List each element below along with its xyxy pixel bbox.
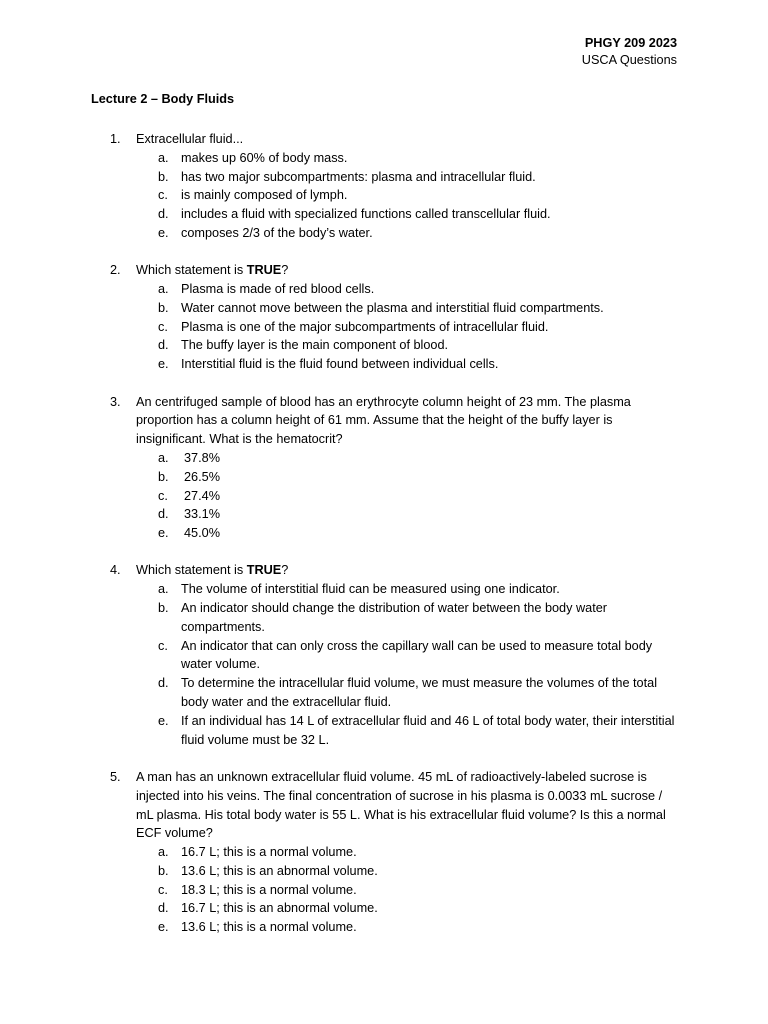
option-letter: a. bbox=[158, 150, 169, 165]
option-letter: a. bbox=[158, 845, 169, 860]
question-number: 3. bbox=[110, 394, 121, 409]
answer-option bbox=[110, 280, 680, 299]
option-text: If an individual has 14 L of extracellular fluid and 46 L of total body water, their interstitial fluid volume must be 32 L. bbox=[181, 713, 675, 747]
answer-option bbox=[110, 487, 680, 506]
answer-option bbox=[110, 899, 680, 918]
option-letter: d. bbox=[158, 338, 169, 353]
option-letter: e. bbox=[158, 920, 169, 935]
option-letter: c. bbox=[158, 188, 168, 203]
answer-option bbox=[110, 186, 680, 205]
option-letter: e. bbox=[158, 225, 169, 240]
answer-option bbox=[110, 149, 680, 168]
question-stem: Which statement is TRUE? bbox=[136, 563, 289, 578]
question-5 bbox=[110, 768, 680, 937]
question-number: 1. bbox=[110, 132, 121, 146]
option-letter: a. bbox=[158, 282, 169, 297]
option-text: composes 2/3 of the body’s water. bbox=[181, 225, 373, 240]
option-letter: e. bbox=[158, 713, 169, 728]
answer-option bbox=[110, 336, 680, 355]
answer-options bbox=[110, 843, 680, 937]
option-text: is mainly composed of lymph. bbox=[181, 188, 348, 203]
header-subtitle: USCA Questions bbox=[581, 53, 677, 67]
answer-option bbox=[110, 599, 680, 637]
option-text: Plasma is one of the major subcompartments of intracellular fluid. bbox=[181, 319, 549, 334]
answer-option bbox=[110, 712, 680, 750]
question-2 bbox=[110, 261, 680, 374]
option-text: 27.4% bbox=[184, 488, 220, 503]
option-text: 45.0% bbox=[184, 526, 220, 541]
answer-option bbox=[110, 505, 680, 524]
answer-options bbox=[110, 580, 680, 749]
question-1 bbox=[110, 130, 680, 243]
option-letter: c. bbox=[158, 488, 168, 503]
option-text: 13.6 L; this is an abnormal volume. bbox=[181, 863, 378, 878]
answer-option bbox=[110, 299, 680, 318]
option-letter: b. bbox=[158, 169, 169, 184]
option-letter: b. bbox=[158, 863, 169, 878]
option-letter: c. bbox=[158, 882, 168, 897]
option-letter: b. bbox=[158, 469, 169, 484]
question-stem: Which statement is TRUE? bbox=[136, 263, 289, 278]
page-header bbox=[582, 35, 677, 69]
answer-option bbox=[110, 205, 680, 224]
option-letter: d. bbox=[158, 507, 169, 522]
answer-option bbox=[110, 881, 680, 900]
option-letter: d. bbox=[158, 676, 169, 691]
answer-option bbox=[110, 318, 680, 337]
option-letter: e. bbox=[158, 357, 169, 372]
option-letter: a. bbox=[158, 450, 169, 465]
question-4 bbox=[110, 561, 680, 749]
question-stem: Extracellular fluid... bbox=[136, 132, 244, 146]
option-text: 16.7 L; this is a normal volume. bbox=[181, 845, 357, 860]
option-text: The buffy layer is the main component of blood. bbox=[181, 338, 449, 353]
option-letter: d. bbox=[158, 207, 169, 222]
answer-option bbox=[110, 168, 680, 187]
answer-option bbox=[110, 843, 680, 862]
option-letter: e. bbox=[158, 526, 169, 541]
option-text: An indicator that can only cross the capillary wall can be used to measure total body water volume. bbox=[181, 638, 653, 672]
option-text: 33.1% bbox=[184, 507, 220, 522]
question-3 bbox=[110, 393, 680, 543]
answer-options bbox=[110, 149, 680, 243]
option-text: To determine the intracellular fluid volume, we must measure the volumes of the total body water and the extracellular fluid. bbox=[181, 676, 658, 710]
answer-option bbox=[110, 918, 680, 937]
option-text: 26.5% bbox=[184, 469, 220, 484]
option-text: Water cannot move between the plasma and interstitial fluid compartments. bbox=[181, 300, 604, 315]
option-text: 16.7 L; this is an abnormal volume. bbox=[181, 901, 378, 916]
option-letter: a. bbox=[158, 582, 169, 597]
answer-option bbox=[110, 862, 680, 881]
option-text: has two major subcompartments: plasma and intracellular fluid. bbox=[181, 169, 536, 184]
option-text: 13.6 L; this is a normal volume. bbox=[181, 920, 357, 935]
option-letter: c. bbox=[158, 638, 168, 653]
option-text: makes up 60% of body mass. bbox=[181, 150, 348, 165]
option-text: 37.8% bbox=[184, 450, 220, 465]
answer-option bbox=[110, 580, 680, 599]
option-letter: b. bbox=[158, 300, 169, 315]
answer-option bbox=[110, 468, 680, 487]
option-letter: b. bbox=[158, 601, 169, 616]
question-number: 2. bbox=[110, 263, 121, 278]
answer-option bbox=[110, 637, 680, 675]
answer-option bbox=[110, 674, 680, 712]
course-code: PHGY 209 2023 bbox=[584, 36, 677, 50]
answer-option bbox=[110, 449, 680, 468]
question-stem: An centrifuged sample of blood has an erythrocyte column height of 23 mm. The plasma proportion has a column height of 61 mm. Assume that the height of the buffy layer is insignificant. What is the hematocrit? bbox=[136, 394, 631, 447]
option-text: The volume of interstitial fluid can be measured using one indicator. bbox=[181, 582, 560, 597]
option-text: An indicator should change the distribution of water between the body water compartments. bbox=[181, 601, 608, 634]
question-number: 4. bbox=[110, 563, 121, 578]
option-text: Plasma is made of red blood cells. bbox=[181, 282, 375, 297]
answer-option bbox=[110, 224, 680, 243]
option-text: includes a fluid with specialized functions called transcellular fluid. bbox=[181, 207, 551, 222]
question-number: 5. bbox=[110, 769, 121, 784]
option-letter: c. bbox=[158, 319, 168, 334]
answer-options bbox=[110, 449, 680, 543]
option-text: 18.3 L; this is a normal volume. bbox=[181, 882, 357, 897]
answer-option bbox=[110, 355, 680, 374]
option-letter: d. bbox=[158, 901, 169, 916]
answer-options bbox=[110, 280, 680, 374]
question-list bbox=[110, 130, 680, 956]
question-stem: A man has an unknown extracellular fluid volume. 45 mL of radioactively-labeled sucrose is injected into his veins. The final concentration of sucrose in his plasma is 0.0033 mL sucrose / mL plasma. His total body water is 55 L. What is his extracellular fluid volume? Is this a normal ECF volume? bbox=[136, 769, 666, 841]
answer-option bbox=[110, 524, 680, 543]
option-text: Interstitial fluid is the fluid found between individual cells. bbox=[181, 357, 499, 372]
lecture-title: Lecture 2 – Body Fluids bbox=[91, 92, 235, 106]
